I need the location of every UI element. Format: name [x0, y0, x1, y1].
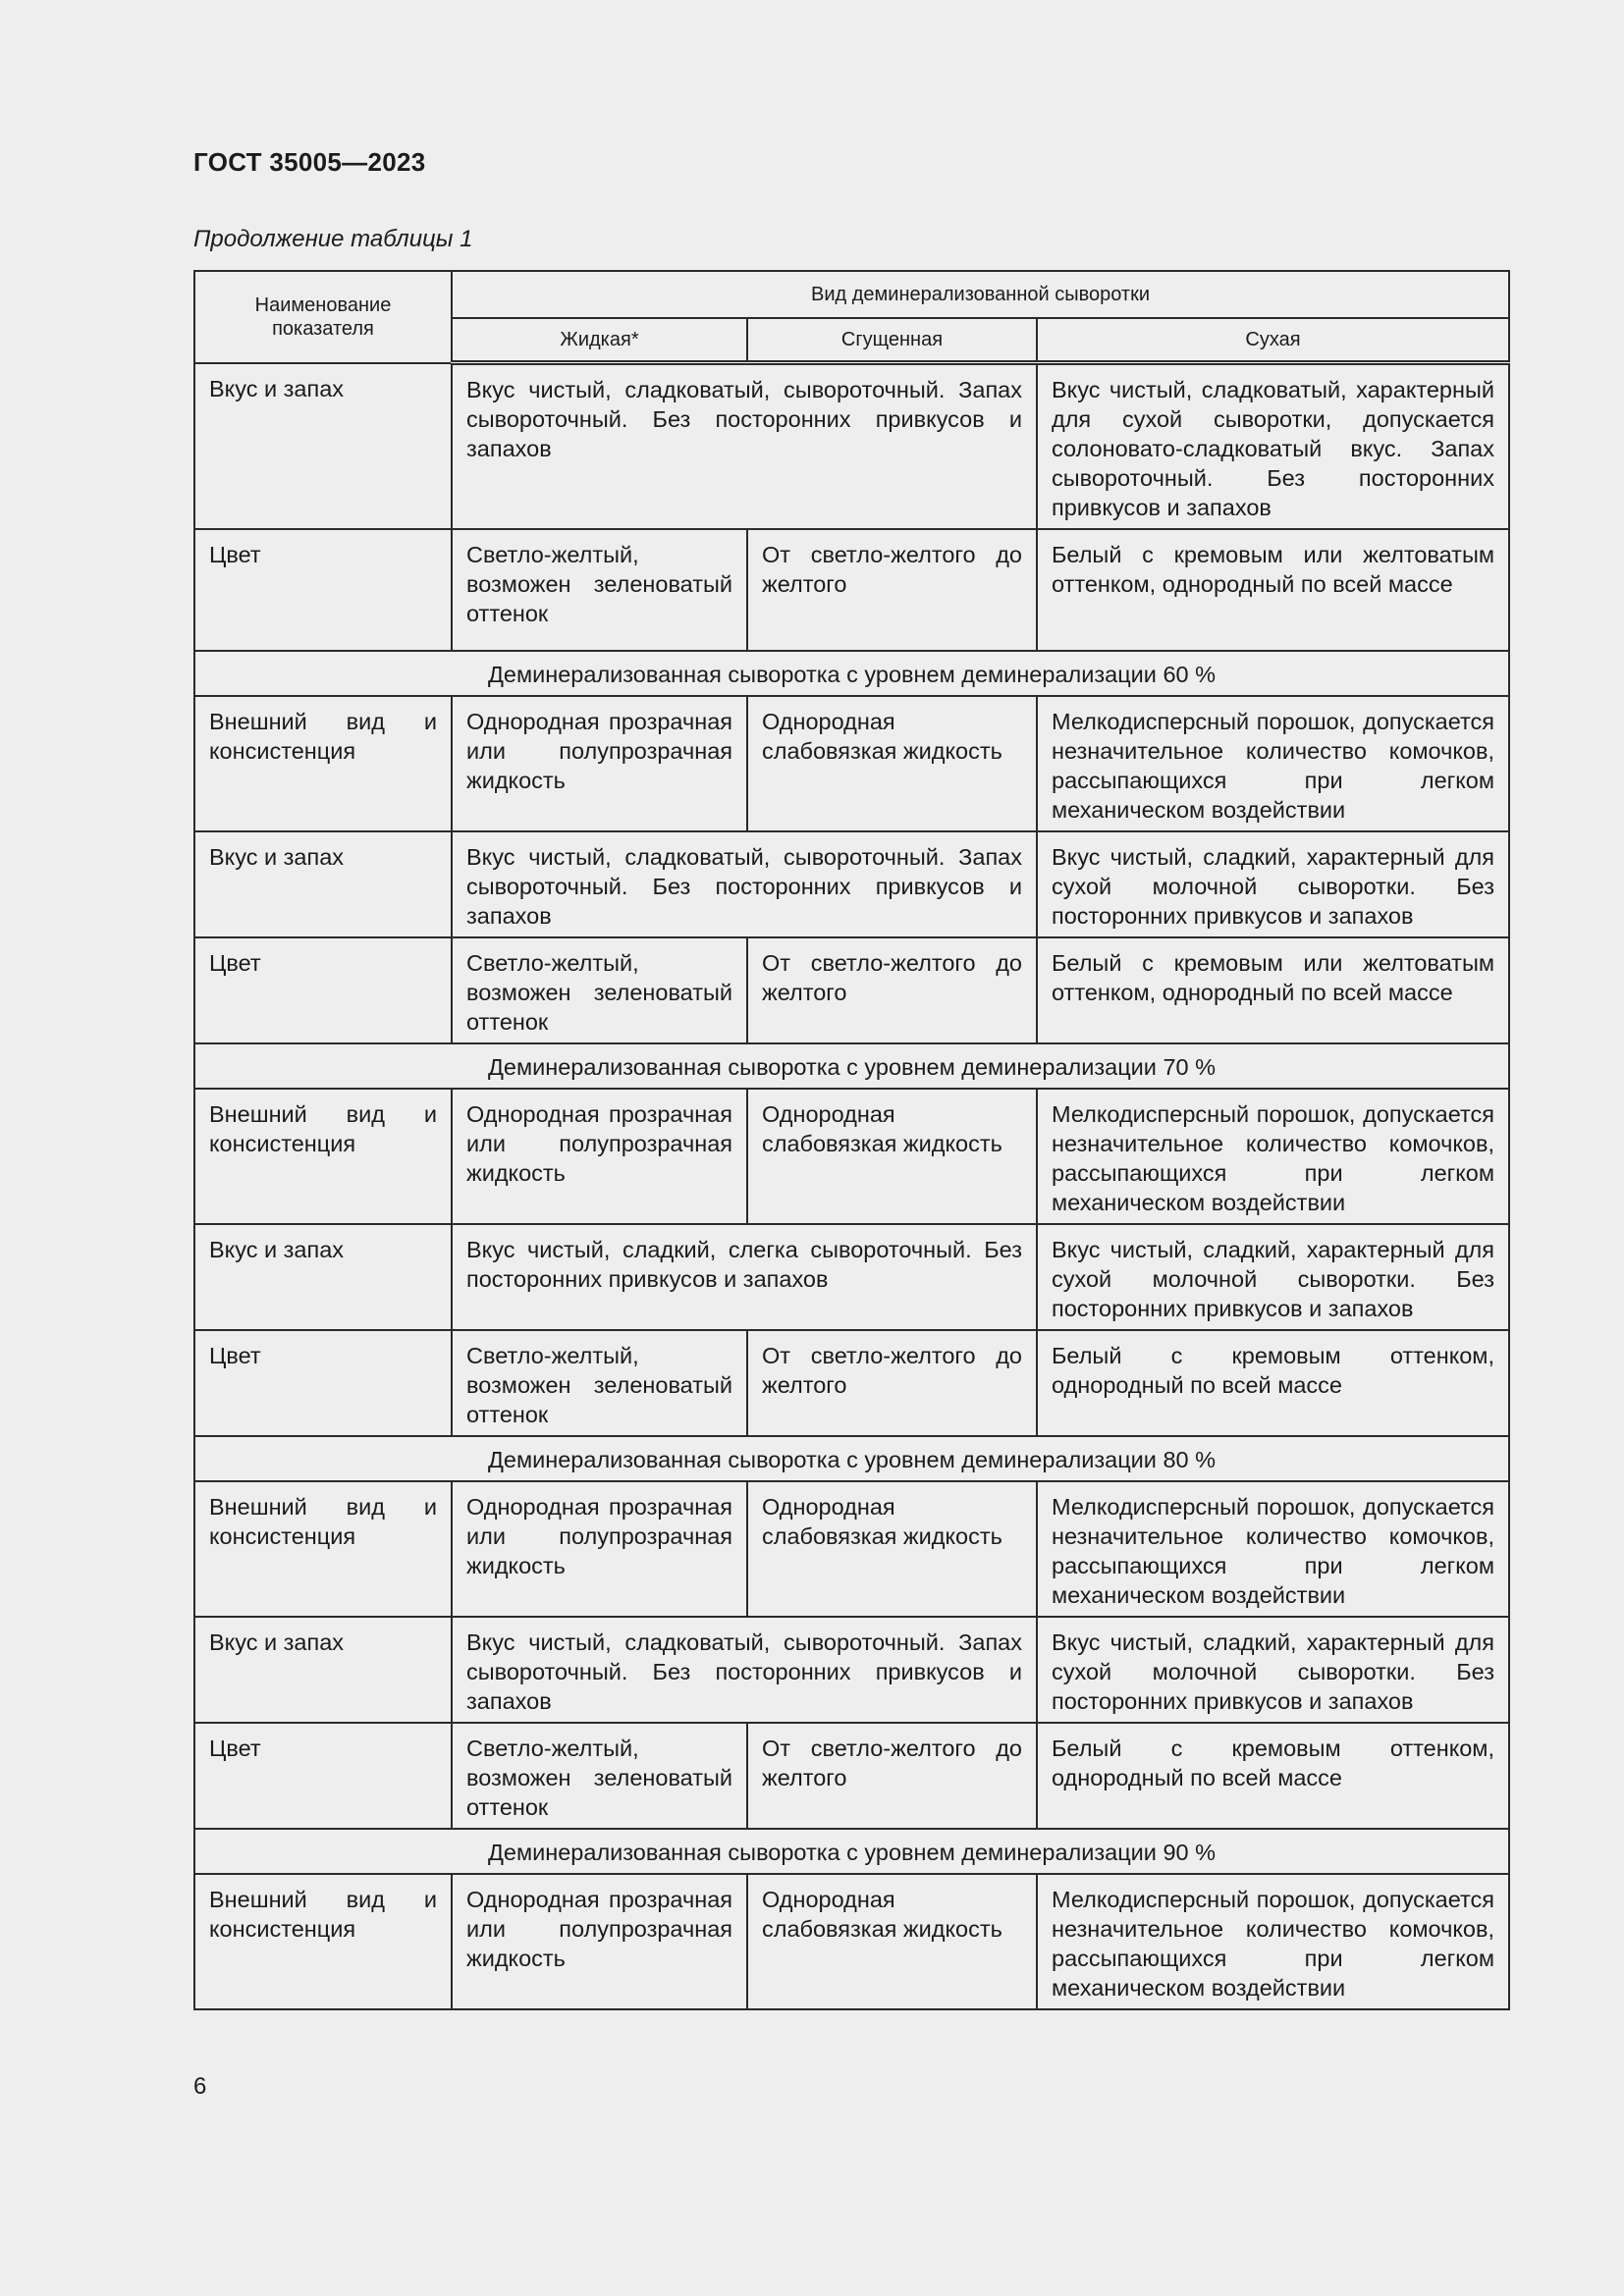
- table-row: [194, 696, 1509, 831]
- cell-dry: Вкус чистый, сладкий, характерный для сухой молочной сыворотки. Без посторонних привкусов и запахов: [1037, 1224, 1509, 1330]
- cell-liquid: Однородная прозрачная или полупрозрачная жидкость: [452, 1874, 747, 2009]
- header-dry: Сухая: [1037, 318, 1509, 363]
- row-indicator: Внешний вид и консистенция: [194, 1481, 452, 1617]
- cell-dry: Белый с кремовым оттенком, однородный по всей массе: [1037, 1723, 1509, 1829]
- row-indicator: Вкус и запах: [194, 1224, 452, 1330]
- row-indicator: Вкус и запах: [194, 1617, 452, 1723]
- section-row: [194, 1829, 1509, 1874]
- section-title: Деминерализованная сыворотка с уровнем деминерализации 70 %: [194, 1043, 1509, 1089]
- row-indicator: Вкус и запах: [194, 363, 452, 530]
- cell-condensed: От светло-желтого до желтого: [747, 1723, 1037, 1829]
- header-indicator: Наименование показателя: [194, 271, 452, 363]
- row-indicator: Внешний вид и консистенция: [194, 696, 452, 831]
- cell-liquid-condensed: Вкус чистый, сладковатый, сывороточный. Запах сывороточный. Без посторонних привкусов и запахов: [452, 1617, 1037, 1723]
- cell-liquid: Светло-желтый, возможен зеленоватый оттенок: [452, 1723, 747, 1829]
- cell-dry: Белый с кремовым или желтоватым оттенком, однородный по всей массе: [1037, 937, 1509, 1043]
- specification-table: [193, 270, 1510, 2010]
- row-indicator: Цвет: [194, 1723, 452, 1829]
- cell-liquid-condensed: Вкус чистый, сладковатый, сывороточный. Запах сывороточный. Без посторонних привкусов и запахов: [452, 831, 1037, 937]
- section-row: [194, 1436, 1509, 1481]
- cell-liquid-condensed: Вкус чистый, сладковатый, сывороточный. Запах сывороточный. Без посторонних привкусов и запахов: [452, 363, 1037, 530]
- table-row: [194, 937, 1509, 1043]
- cell-dry: Мелкодисперсный порошок, допускается незначительное количество комочков, рассыпающихся при легком механическом воздействии: [1037, 696, 1509, 831]
- section-row: [194, 1043, 1509, 1089]
- section-row: [194, 651, 1509, 696]
- cell-liquid: Светло-желтый, возможен зеленоватый оттенок: [452, 1330, 747, 1436]
- cell-liquid-condensed: Вкус чистый, сладкий, слегка сывороточный. Без посторонних привкусов и запахов: [452, 1224, 1037, 1330]
- table-row: [194, 1874, 1509, 2009]
- document-header: ГОСТ 35005—2023: [193, 147, 426, 177]
- cell-condensed: От светло-желтого до желтого: [747, 937, 1037, 1043]
- row-indicator: Цвет: [194, 937, 452, 1043]
- row-indicator: Внешний вид и консистенция: [194, 1874, 452, 2009]
- table-row: [194, 1723, 1509, 1829]
- cell-liquid: Однородная прозрачная или полупрозрачная жидкость: [452, 696, 747, 831]
- table-row: [194, 1617, 1509, 1723]
- section-title: Деминерализованная сыворотка с уровнем деминерализации 60 %: [194, 651, 1509, 696]
- cell-liquid: Светло-желтый, возможен зеленоватый оттенок: [452, 937, 747, 1043]
- cell-condensed: Однородная слабовязкая жидкость: [747, 1874, 1037, 2009]
- cell-condensed: Однородная слабовязкая жидкость: [747, 1089, 1037, 1224]
- cell-dry: Вкус чистый, сладковатый, характерный для сухой сыворотки, допускается солоновато-сладковатый вкус. Запах сывороточный. Без посторонних привкусов и запахов: [1037, 363, 1509, 530]
- header-condensed: Сгущенная: [747, 318, 1037, 363]
- cell-liquid: Однородная прозрачная или полупрозрачная жидкость: [452, 1481, 747, 1617]
- cell-dry: Вкус чистый, сладкий, характерный для сухой молочной сыворотки. Без посторонних привкусов и запахов: [1037, 1617, 1509, 1723]
- page-number: 6: [193, 2073, 207, 2100]
- header-liquid: Жидкая*: [452, 318, 747, 363]
- table-row: [194, 831, 1509, 937]
- row-indicator: Внешний вид и консистенция: [194, 1089, 452, 1224]
- cell-condensed: От светло-желтого до желтого: [747, 1330, 1037, 1436]
- row-indicator: Вкус и запах: [194, 831, 452, 937]
- cell-dry: Белый с кремовым или желтоватым оттенком, однородный по всей массе: [1037, 529, 1509, 651]
- section-title: Деминерализованная сыворотка с уровнем деминерализации 90 %: [194, 1829, 1509, 1874]
- section-title: Деминерализованная сыворотка с уровнем деминерализации 80 %: [194, 1436, 1509, 1481]
- table-caption: Продолжение таблицы 1: [193, 226, 473, 252]
- table-row: [194, 1224, 1509, 1330]
- table-row: [194, 1481, 1509, 1617]
- cell-condensed: Однородная слабовязкая жидкость: [747, 696, 1037, 831]
- cell-dry: Мелкодисперсный порошок, допускается незначительное количество комочков, рассыпающихся при легком механическом воздействии: [1037, 1874, 1509, 2009]
- row-indicator: Цвет: [194, 529, 452, 651]
- cell-dry: Мелкодисперсный порошок, допускается незначительное количество комочков, рассыпающихся при легком механическом воздействии: [1037, 1089, 1509, 1224]
- cell-condensed: Однородная слабовязкая жидкость: [747, 1481, 1037, 1617]
- cell-condensed: От светло-желтого до желтого: [747, 529, 1037, 651]
- cell-dry: Мелкодисперсный порошок, допускается незначительное количество комочков, рассыпающихся при легком механическом воздействии: [1037, 1481, 1509, 1617]
- table-row: [194, 529, 1509, 651]
- table-row: [194, 363, 1509, 530]
- table-row: [194, 1089, 1509, 1224]
- table-row: [194, 1330, 1509, 1436]
- cell-dry: Вкус чистый, сладкий, характерный для сухой молочной сыворотки. Без посторонних привкусов и запахов: [1037, 831, 1509, 937]
- cell-liquid: Светло-желтый, возможен зеленоватый оттенок: [452, 529, 747, 651]
- cell-dry: Белый с кремовым оттенком, однородный по всей массе: [1037, 1330, 1509, 1436]
- cell-liquid: Однородная прозрачная или полупрозрачная жидкость: [452, 1089, 747, 1224]
- header-whey-type: Вид деминерализованной сыворотки: [452, 271, 1509, 318]
- row-indicator: Цвет: [194, 1330, 452, 1436]
